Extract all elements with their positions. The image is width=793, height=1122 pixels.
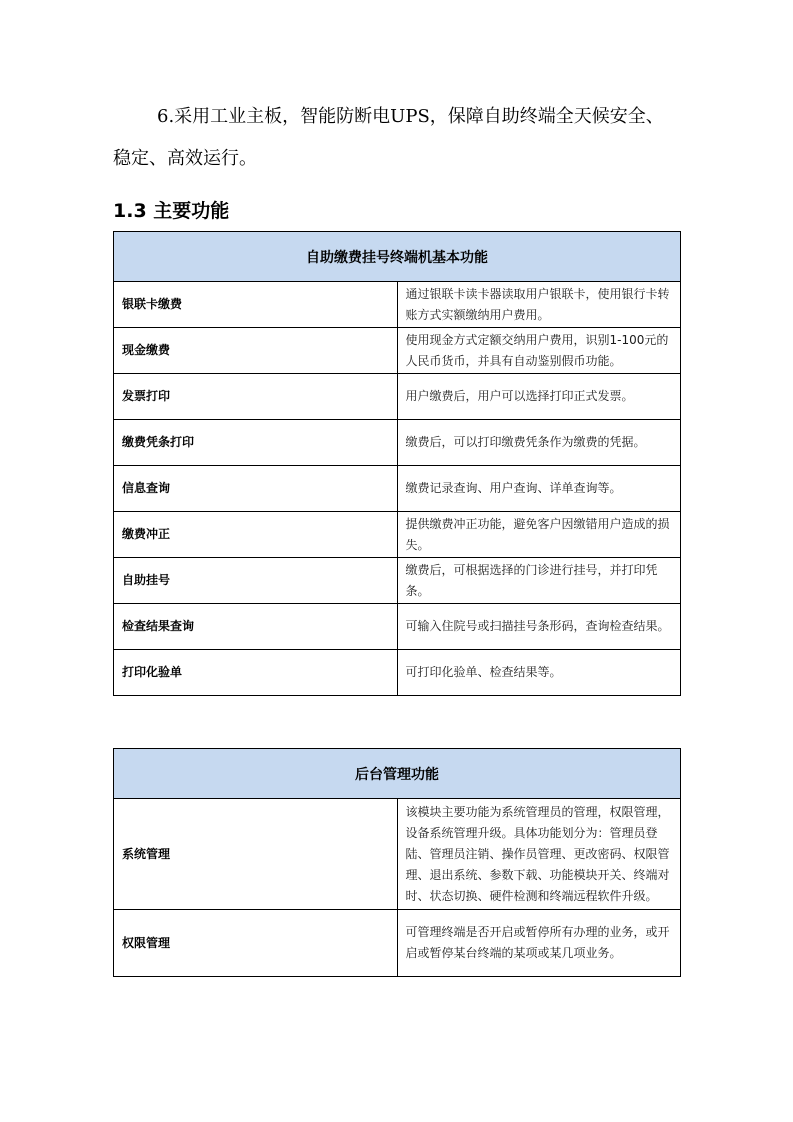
function-desc: 可管理终端是否开启或暂停所有办理的业务，或开启或暂停某台终端的某项或某几项业务。 <box>397 910 681 977</box>
function-name: 现金缴费 <box>114 328 398 374</box>
table-row <box>114 282 681 328</box>
section-heading: 1.3 主要功能 <box>113 200 230 222</box>
function-name: 系统管理 <box>114 799 398 910</box>
table-header: 自助缴费挂号终端机基本功能 <box>114 232 681 282</box>
backend-management-table <box>113 748 681 977</box>
intro-line-2: 稳定、高效运行。 <box>113 148 257 169</box>
table-row <box>114 604 681 650</box>
function-desc: 用户缴费后，用户可以选择打印正式发票。 <box>397 374 681 420</box>
basic-functions-table <box>113 231 681 696</box>
function-name: 打印化验单 <box>114 650 398 696</box>
table-row <box>114 328 681 374</box>
function-desc: 缴费后，可根据选择的门诊进行挂号，并打印凭条。 <box>397 558 681 604</box>
intro-line-1: 6.采用工业主板，智能防断电UPS，保障自助终端全天候安全、 <box>157 106 664 127</box>
table-row <box>114 512 681 558</box>
table-row <box>114 420 681 466</box>
table-header: 后台管理功能 <box>114 749 681 799</box>
function-desc: 可打印化验单、检查结果等。 <box>397 650 681 696</box>
function-name: 缴费凭条打印 <box>114 420 398 466</box>
table-row <box>114 910 681 977</box>
table-row <box>114 374 681 420</box>
function-desc: 缴费记录查询、用户查询、详单查询等。 <box>397 466 681 512</box>
function-desc: 使用现金方式定额交纳用户费用，识别1-100元的人民币货币，并具有自动鉴别假币功能。 <box>397 328 681 374</box>
function-name: 检查结果查询 <box>114 604 398 650</box>
table-row <box>114 558 681 604</box>
function-name: 银联卡缴费 <box>114 282 398 328</box>
table-row <box>114 799 681 910</box>
function-desc: 提供缴费冲正功能，避免客户因缴错用户造成的损失。 <box>397 512 681 558</box>
function-desc: 缴费后，可以打印缴费凭条作为缴费的凭据。 <box>397 420 681 466</box>
function-name: 发票打印 <box>114 374 398 420</box>
table-row <box>114 466 681 512</box>
table-row <box>114 650 681 696</box>
function-name: 自助挂号 <box>114 558 398 604</box>
function-name: 信息查询 <box>114 466 398 512</box>
function-desc: 可输入住院号或扫描挂号条形码，查询检查结果。 <box>397 604 681 650</box>
function-desc: 通过银联卡读卡器读取用户银联卡，使用银行卡转账方式实额缴纳用户费用。 <box>397 282 681 328</box>
function-name: 权限管理 <box>114 910 398 977</box>
function-desc: 该模块主要功能为系统管理员的管理，权限管理，设备系统管理升级。具体功能划分为：管理员登陆、管理员注销、操作员管理、更改密码、权限管理、退出系统、参数下载、功能模块开关、终端对时、状态切换、硬件检测和终端远程软件升级。 <box>397 799 681 910</box>
function-name: 缴费冲正 <box>114 512 398 558</box>
